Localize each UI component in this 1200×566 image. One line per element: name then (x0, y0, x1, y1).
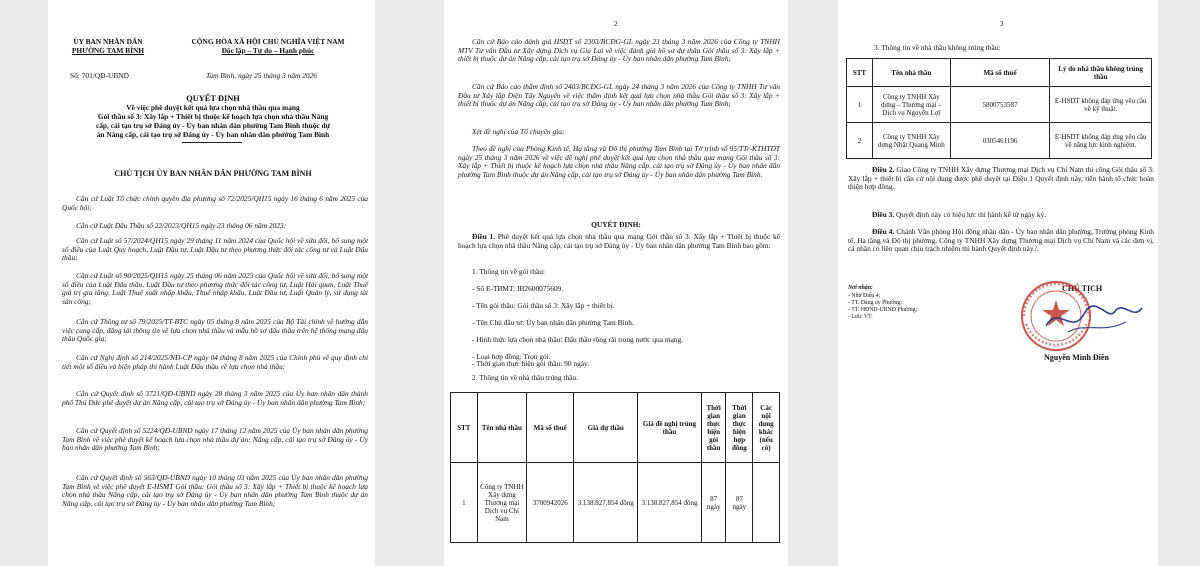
legal-basis: Căn cứ Nghị định số 214/2025/NĐ-CP ngày 04 tháng 8 năm 2025 của Chính phủ về quy định chi tiết một số điều và biện pháp thi hành Luật Đấu thầu về lựa chọn nhà thầu; (62, 353, 368, 371)
agency-name-line2: PHƯỜNG TAM BÌNH (71, 46, 145, 55)
column-header: Tên nhà thầu (872, 59, 950, 87)
page-number: 3 (1000, 20, 1004, 28)
legal-basis: Căn cứ Báo cáo thẩm định số 2403/BCĐG-GL ngày 24 tháng 3 năm 2026 của Công ty TNHH Tư vấn Đầu tư Xây lắp Điện Tây Nguyên về việc thẩm định kết quả lựa chọn nhà thầu Gói thầu số 3: Xây lắp + thiết bị thuộc dự án Nâng cấp, cải tạo trụ sở Đảng ủy - Ủy ban nhân dân phường Tam Bình; (458, 82, 780, 109)
legal-basis: Căn cứ Luật Tổ chức chính quyền địa phương số 72/2025/QH15 ngày 16 tháng 6 năm 2025 của Quốc hội; (62, 194, 368, 212)
table-cell: 87 ngày (726, 463, 753, 543)
signer-title: CHỦ TỊCH (1062, 284, 1103, 293)
column-header: Giá đề nghị trúng thầu (638, 393, 702, 463)
table-cell: 87 ngày (701, 463, 726, 543)
column-header: Thời gian thực hiện gói thầu (701, 393, 726, 463)
table-cell: 2 (847, 123, 873, 159)
page-title: QUYẾT ĐỊNH (186, 94, 240, 103)
winner-table (450, 392, 780, 543)
subject-line: cấp, cải tạo trụ sở Đảng ủy - Ủy ban nhân dân phường Tam Bình thuộc dự (95, 121, 331, 130)
authority-heading: CHỦ TỊCH ỦY BAN NHÂN DÂN PHƯỜNG TAM BÌNH (114, 169, 312, 178)
table-cell: 3.138.827.854 đồng (574, 463, 638, 543)
table-row (451, 463, 780, 543)
list-item: 2. Thông tin về nhà thầu trúng thầu. (472, 373, 578, 382)
decision-heading: QUYẾT ĐỊNH: (591, 220, 641, 229)
article-3 (848, 211, 1154, 220)
legal-basis: Căn cứ Thông tư số 79/2025/TT-BTC ngày 05 tháng 8 năm 2025 của Bộ Tài chính về hướng dẫn việc cung cấp, đăng tải thông tin về lựa chọn nhà thầu và mẫu hồ sơ đấu thầu trên hệ thống mạng đấu thầu Quốc gia; (62, 317, 368, 344)
article-1-label: Điều 1. (472, 232, 496, 241)
article-1-text: Phê duyệt kết quả lựa chọn nhà thầu qua mạng Gói thầu số 3: Xây lắp + Thiết bị thuộc kế hoạch lựa chọn nhà thầu Nâng cấp, cải tạo trụ sở Đảng ủy - Ủy ban nhân dân phường Tam Bình bao gồm: (458, 232, 780, 250)
legal-basis: Căn cứ Luật Đấu Thầu số 22/2023/QH15 ngày 23 tháng 06 năm 2023; (76, 221, 287, 230)
column-header: Các nội dung khác (nếu có) (753, 393, 780, 463)
list-item: 1. Thông tin về gói thầu: (472, 267, 545, 276)
agency-name-line1: ỦY BAN NHÂN DÂN (73, 37, 143, 46)
list-item: - Số E-TBMT: IB2600075609. (472, 284, 564, 293)
list-item: - Thời gian thực hiện gói thầu: 90 ngày. (472, 359, 590, 368)
legal-basis: Căn cứ Báo cáo đánh giá HSDT số 2303/BCĐG-GL ngày 23 tháng 3 năm 2026 của Công ty TNHH MTV Tư vấn Đầu tư Xây dựng Dịch vụ Gia Lai về việc đánh giá hồ sơ dự thầu Gói thầu số 3: Xây lắp + thiết bị thuộc dự án Nâng cấp, cải tạo trụ sở Đảng ủy - Ủy ban nhân dân phường Tam Bình; (458, 37, 780, 64)
handwritten-signature (1038, 296, 1148, 346)
legal-basis: Căn cứ Quyết định số 3721/QĐ-UBND ngày 28 tháng 3 năm 2025 của Ủy ban nhân dân thành phố Thủ Đức phê duyệt dự án Nâng cấp, cải tạo trụ sở Đảng ủy - Ủy ban nhân dân phường Tam Bình; (62, 389, 368, 407)
nation-title: CỘNG HÒA XÃ HỘI CHỦ NGHĨA VIỆT NAM (191, 37, 345, 46)
list-item: - Tên gói thầu: Gói thầu số 3: Xây lắp + thiết bị. (472, 301, 615, 310)
column-header: Tên nhà thầu (477, 393, 526, 463)
document-page-3 (838, 0, 1158, 566)
doc-number: Số: 701/QĐ-UBND (70, 71, 129, 80)
page-number: 2 (614, 20, 618, 28)
article-1 (458, 233, 780, 250)
table-cell: Công ty TNHH Xây dựng Thương mại Dịch vụ Chí Nam (477, 463, 526, 543)
article-3-label: Điều 3. (872, 210, 895, 219)
table-cell: 3.138.827.854 đồng (638, 463, 702, 543)
list-item: - Hình thức lựa chọn nhà thầu: Đấu thầu rộng rãi trong nước qua mạng. (472, 335, 684, 344)
document-page-1 (48, 0, 375, 566)
table-cell (753, 463, 780, 543)
subject-line: án Nâng cấp, cải tạo trụ sở Đảng ủy - Ủy ban nhân dân phường Tam Bình (96, 130, 330, 139)
table-cell: E-HSDT không đáp ứng yêu cầu về kỹ thuật. (1050, 87, 1152, 123)
recipient-item: - TT. Đảng ủy Phường; (848, 300, 902, 306)
article-2-text: Giao Công ty TNHH Xây dựng Thương mại Dịch vụ Chí Nam thi công Gói thầu số 3: Xây lắp + thiết bị căn cứ nội dung được phê duyệt tại Điều 1 Quyết định này, tiến hành tổ chức hoàn thiện hợp đồng. (848, 165, 1154, 192)
recipient-item: - Như Điều 4; (848, 293, 881, 299)
subject-line: Gói thầu số 3: Xây lắp + Thiết bị thuộc kế hoạch lựa chọn nhà thầu Nâng (97, 112, 329, 121)
article-2-label: Điều 2. (872, 165, 895, 174)
table-cell: E-HSDT không đáp ứng yêu cầu về năng lực kinh nghiệm. (1050, 123, 1152, 159)
signer-name: Nguyễn Minh Điền (1044, 353, 1109, 362)
legal-basis: Căn cứ Quyết định số 563/QĐ-UBND ngày 10 tháng 03 năm 2025 của Ủy ban nhân dân phường Tam Bình về việc phê duyệt E-HSMT Gói thầu: Gói thầu số 3: Xây lắp + Thiết bị thuộc kế hoạch lựa chọn nhà thầu Nâng cấp, cải tạo trụ sở Đảng ủy - Ủy ban nhân dân phường Tam Bình thuộc dự án Nâng cấp, cải tạo trụ sở Đảng ủy - Ủy ban nhân dân phường Tam Bình; (62, 473, 368, 508)
table-cell: 1 (847, 87, 873, 123)
recipient-item: - TT. HĐND-UBND Phường; (848, 307, 918, 313)
table-cell: 5800753587 (950, 87, 1050, 123)
table-row (847, 87, 1152, 123)
column-header: Lý do nhà thầu không trúng thầu (1050, 59, 1152, 87)
article-4-text: Chánh Văn phòng Hội đồng nhân dân - Ủy ban nhân dân phường, Trưởng phòng Kinh tế, Hạ tầng và Đô thị phường, Công ty TNHH Xây dựng Thương mại Dịch vụ Chí Nam và các đơn vị, cá nhân có liên quan chịu trách nhiệm thi hành Quyết định này./. (848, 227, 1154, 254)
column-header: STT (847, 59, 873, 87)
legal-basis: Căn cứ Luật số 90/2025/QH15 ngày 25 tháng 06 năm 2025 của Quốc hội về sửa đổi, bổ sung một số điều của Luật Đấu thầu, Luật Đầu tư theo phương thức đối tác công tư, Luật Hải quan, Luật Thuế giá trị gia tăng, Luật Thuế xuất nhập khẩu, Thuế nhập khẩu, Luật Đầu tư, Luật Quản lý, sử dụng tài sản công; (62, 271, 368, 306)
table-cell: Công ty TNHH Xây dựng – Thương mại – Dịch vụ Nguyễn Lợi (872, 87, 950, 123)
table-cell: 3700942026 (527, 463, 574, 543)
section-heading: 3. Thông tin về nhà thầu không trúng thầu: (874, 43, 1001, 52)
column-header: Thời gian thực hiện hợp đồng (726, 393, 753, 463)
table-row (847, 123, 1152, 159)
article-3-text: Quyết định này có hiệu lực thi hành kể từ ngày ký. (896, 210, 1047, 219)
column-header: Mã số thuế (527, 393, 574, 463)
subject-line: Về việc phê duyệt kết quả lựa chọn nhà thầu qua mạng (126, 103, 300, 112)
loser-table (846, 58, 1152, 159)
divider (182, 142, 242, 143)
column-header: Giá dự thầu (574, 393, 638, 463)
legal-basis: Theo đề nghị của Phòng Kinh tế, Hạ tầng và Đô thị phường Tam Bình tại Tờ trình số 95/TTr-KTHTĐT ngày 25 tháng 3 năm 2026 về việc đề nghị phê duyệt kết quả lựa chọn nhà thầu qua mạng Gói thầu số 3: Xây lắp + Thiết bị thuộc kế hoạch lựa chọn nhà thầu Nâng cấp, cải tạo trụ sở Đảng ủy - Ủy ban nhân dân phường Tam Bình thuộc dự án Nâng cấp, cải tạo trụ sở Đảng ủy - Ủy ban nhân dân phường Tam Bình. (458, 144, 780, 179)
list-item: - Loại hợp đồng: Trọn gói. (472, 352, 551, 361)
document-page-2 (444, 0, 788, 566)
legal-basis: Căn cứ Luật số 57/2024/QH15 ngày 29 tháng 11 năm 2024 của Quốc hội về sửa đổi, bổ sung một số điều của Luật Quy hoạch, Luật Đầu tư, Luật Đầu tư theo phương thức đối tác công tư và Luật Đấu thầu; (62, 236, 368, 263)
column-header: STT (451, 393, 478, 463)
column-header: Mã số thuế (950, 59, 1050, 87)
recipient-item: - Lưu: VT. (848, 314, 873, 320)
place-date: Tam Bình, ngày 25 tháng 3 năm 2026 (206, 71, 317, 80)
legal-basis: Xét đề nghị của Tổ chuyên gia; (472, 127, 565, 136)
table-cell: Công ty TNHH Xây dựng Nhật Quang Minh (872, 123, 950, 159)
nation-motto: Độc lập – Tự do – Hạnh phúc (221, 46, 315, 55)
article-4-label: Điều 4. (872, 227, 895, 236)
article-2 (848, 166, 1154, 192)
table-cell: 1 (451, 463, 478, 543)
legal-basis: Căn cứ Quyết định số 5224/QĐ-UBND ngày 17 tháng 12 năm 2025 của Ủy ban nhân dân phường Tam Bình về việc phê duyệt kế hoạch lựa chọn nhà thầu dự án: Nâng cấp, cải tạo trụ sở Đảng ủy - Ủy ban nhân dân phường Tam Bình; (62, 426, 368, 453)
recipients-label: Nơi nhận: (848, 285, 873, 291)
list-item: - Tên Chủ đầu tư: Ủy ban nhân dân phường Tam Bình. (472, 318, 634, 327)
table-cell: 0305461196 (950, 123, 1050, 159)
article-4 (848, 228, 1154, 254)
